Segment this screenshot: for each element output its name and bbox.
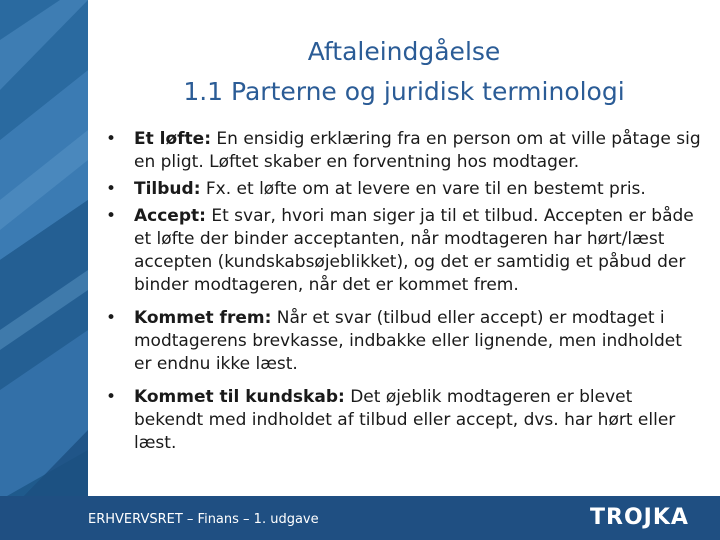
- slide-content: [88, 0, 720, 496]
- footer-caption: ERHVERVSRET – Finans – 1. udgave: [88, 512, 319, 527]
- decorative-side-panel: [0, 0, 88, 540]
- bullet-term: Tilbud:: [134, 179, 201, 199]
- bullet-term: Kommet til kundskab:: [134, 387, 345, 407]
- bullet-item: [104, 307, 704, 376]
- bullet-term: Accept:: [134, 206, 206, 226]
- bullet-text: Fx. et løfte om at levere en vare til en bestemt pris.: [200, 179, 646, 199]
- bullet-term: Kommet frem:: [134, 308, 272, 328]
- bullet-term: Et løfte:: [134, 129, 212, 149]
- title-line-1: Aftaleindgåelse: [307, 37, 501, 66]
- bullet-text: Et svar, hvori man siger ja til et tilbud. Accepten er både et løfte der binder acceptanten, når modtageren har hørt/læst accepten (kundskabsøjeblikket), og det er samtidig et påbud der binder modtageren, når det er kommet frem.: [134, 206, 694, 295]
- bullet-list: [104, 128, 704, 459]
- bullet-marker: •: [106, 308, 117, 328]
- geometric-pattern: [0, 0, 88, 540]
- bullet-text: En ensidig erklæring fra en person om at ville påtage sig en pligt. Løftet skaber en forventning hos modtager.: [134, 129, 701, 172]
- bullet-marker: •: [106, 129, 117, 149]
- bullet-text: Det øjeblik modtageren er blevet bekendt med indholdet af tilbud eller accept, dvs. har hørt eller læst.: [134, 387, 676, 453]
- bullet-marker: •: [106, 387, 117, 407]
- bullet-item: [104, 386, 704, 455]
- bullet-text: Når et svar (tilbud eller accept) er modtaget i modtagerens brevkasse, indbakke eller lignende, men indholdet er endnu ikke læst.: [134, 308, 682, 374]
- trojka-logo: TROJKA: [590, 505, 689, 530]
- bullet-marker: •: [106, 179, 117, 199]
- bullet-item: [104, 178, 704, 201]
- bullet-item: [104, 128, 704, 174]
- slide-title: [88, 0, 720, 112]
- title-line-2: 1.1 Parterne og juridisk terminologi: [183, 77, 625, 106]
- bullet-marker: •: [106, 206, 117, 226]
- bullet-item: [104, 205, 704, 297]
